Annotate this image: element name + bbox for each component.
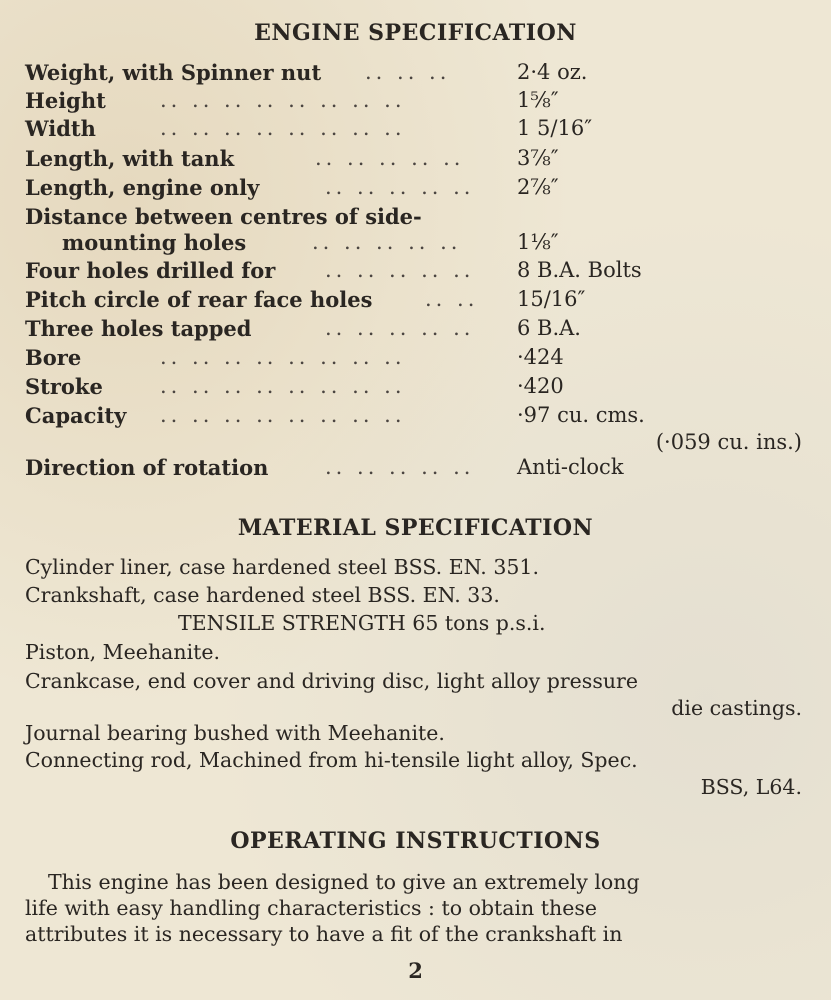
- material-line: Crankcase, end cover and driving disc, light alloy pressure: [25, 669, 638, 693]
- spec-label: Distance between centres of side-: [25, 204, 422, 229]
- spec-label: Length, with tank: [25, 146, 235, 171]
- material-specification-heading: MATERIAL SPECIFICATION: [237, 515, 594, 541]
- spec-row-four-holes: [25, 258, 815, 286]
- spec-row-length-engine-only: [25, 175, 815, 203]
- spec-row-mounting-holes: [62, 230, 815, 258]
- material-line: Cylinder liner, case hardened steel BSS. EN. 351.: [25, 555, 539, 579]
- material-line: Journal bearing bushed with Meehanite.: [25, 721, 445, 745]
- leader-dots: .. .. .. .. .. .. .. ..: [160, 374, 406, 398]
- spec-value: Anti-clock: [517, 455, 624, 479]
- engine-specification-heading: ENGINE SPECIFICATION: [254, 20, 577, 46]
- spec-row-capacity: [25, 403, 815, 431]
- spec-value: 6 B.A.: [517, 316, 581, 340]
- material-line: BSS, L64.: [700, 775, 802, 799]
- leader-dots: .. .. .. .. .. .. .. ..: [160, 345, 406, 369]
- spec-label: Three holes tapped: [25, 316, 252, 341]
- operating-text-line: life with easy handling characteristics : to obtain these: [25, 896, 597, 920]
- spec-label: Pitch circle of rear face holes: [25, 287, 373, 312]
- spec-value: 8 B.A. Bolts: [517, 258, 642, 282]
- spec-row-pitch-circle: [25, 287, 815, 315]
- spec-label: Bore: [25, 345, 82, 370]
- spec-row-three-holes: [25, 316, 815, 344]
- leader-dots: .. .. .. .. .. .. .. ..: [160, 116, 406, 140]
- leader-dots: .. .. .. .. ..: [325, 258, 475, 282]
- material-line: TENSILE STRENGTH 65 tons p.s.i.: [178, 611, 546, 635]
- material-line: Piston, Meehanite.: [25, 640, 221, 664]
- material-line: die castings.: [671, 696, 802, 720]
- material-line: Connecting rod, Machined from hi-tensile light alloy, Spec.: [25, 748, 638, 772]
- spec-label: mounting holes: [62, 230, 247, 255]
- spec-row-direction: [25, 455, 815, 483]
- spec-row-distance: [25, 204, 815, 232]
- material-line: Crankshaft, case hardened steel BSS. EN. 33.: [25, 583, 500, 607]
- spec-row-length-with-tank: [25, 146, 815, 174]
- operating-instructions-heading: OPERATING INSTRUCTIONS: [230, 828, 601, 854]
- spec-label: Width: [25, 116, 96, 141]
- spec-label: Height: [25, 88, 106, 113]
- spec-label: Capacity: [25, 403, 127, 428]
- spec-value: ·424: [517, 345, 564, 369]
- spec-label: Length, engine only: [25, 175, 260, 200]
- leader-dots: .. .. .. .. ..: [312, 230, 462, 254]
- leader-dots: .. .. .. .. .. .. .. ..: [160, 403, 406, 427]
- operating-text-line: attributes it is necessary to have a fit of the crankshaft in: [25, 922, 623, 946]
- leader-dots: .. .. .. .. .. .. .. ..: [160, 88, 406, 112]
- capacity-cubic-inches: (·059 cu. ins.): [655, 430, 802, 454]
- leader-dots: .. ..: [425, 287, 479, 311]
- spec-value: 1⅛″: [517, 230, 559, 254]
- spec-row-weight: [25, 60, 815, 88]
- spec-value: 1 5/16″: [517, 116, 593, 140]
- spec-value: 15/16″: [517, 287, 586, 311]
- spec-value: 2·4 oz.: [517, 60, 588, 84]
- spec-row-height: [25, 88, 815, 116]
- spec-value: 1⅝″: [517, 88, 559, 112]
- spec-row-stroke: [25, 374, 815, 402]
- leader-dots: .. .. .. .. ..: [325, 175, 475, 199]
- page-number: 2: [408, 958, 423, 983]
- leader-dots: .. .. .. .. ..: [325, 316, 475, 340]
- spec-value: 2⅞″: [517, 175, 559, 199]
- leader-dots: .. .. ..: [365, 60, 451, 84]
- spec-label: Stroke: [25, 374, 103, 399]
- spec-row-width: [25, 116, 815, 144]
- leader-dots: .. .. .. .. ..: [315, 146, 465, 170]
- spec-value: ·420: [517, 374, 564, 398]
- spec-row-bore: [25, 345, 815, 373]
- spec-value: ·97 cu. cms.: [517, 403, 645, 427]
- spec-value: 3⅞″: [517, 146, 559, 170]
- operating-text-line: This engine has been designed to give an extremely long: [48, 870, 640, 894]
- spec-label: Weight, with Spinner nut: [25, 60, 322, 85]
- leader-dots: .. .. .. .. ..: [325, 455, 475, 479]
- spec-label: Four holes drilled for: [25, 258, 276, 283]
- spec-label: Direction of rotation: [25, 455, 269, 480]
